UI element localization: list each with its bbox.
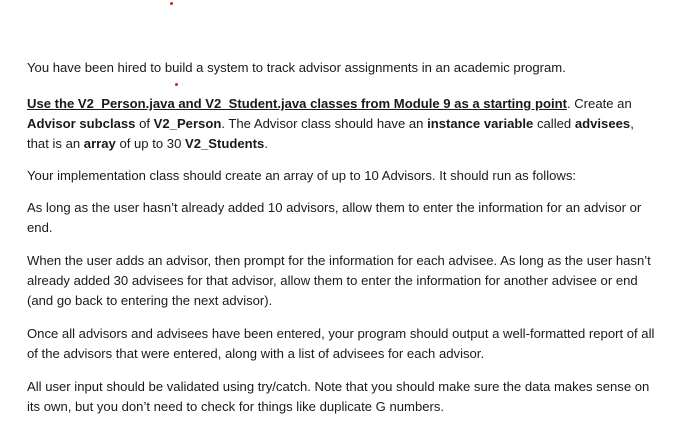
req-bold-advisees: advisees — [574, 116, 631, 131]
req-bold-instance-variable: instance variable — [427, 116, 534, 131]
req-text: of up to 30 — [115, 136, 185, 151]
red-dot-marker — [170, 2, 173, 5]
req-text: . Create an — [566, 96, 632, 111]
req-text: , that is an — [27, 116, 634, 151]
requirements-paragraph — [27, 94, 657, 154]
req-text: called — [533, 116, 575, 131]
req-text: . The Advisor class should have an — [221, 116, 428, 131]
req-text: . — [264, 136, 268, 151]
validation-paragraph: All user input should be validated using try/catch. Note that you should make sure the data makes sense on its own, but you don’t need to check for things like duplicate G numbers. — [27, 379, 650, 414]
assignment-document — [27, 58, 657, 417]
report-paragraph: Once all advisors and advisees have been entered, your program should output a well-formatted report of all of the advisors that were entered, along with a list of advisees for each advisor. — [27, 326, 655, 361]
req-bold-v2-students: V2_Students — [185, 136, 265, 151]
req-bold-v2-person: V2_Person — [153, 116, 222, 131]
intro-paragraph: You have been hired to build a system to track advisor assignments in an academic program. — [27, 60, 566, 75]
req-bold-array: array — [83, 136, 116, 151]
req-bold-advisor-subclass: Advisor subclass — [27, 116, 136, 131]
implementation-paragraph: Your implementation class should create an array of up to 10 Advisors. It should run as follows: — [27, 168, 577, 183]
advisee-loop-paragraph: When the user adds an advisor, then prompt for the information for each advisee. As long as the user hasn’t already added 30 advisees for that advisor, allow them to enter the information for another advisee or end (and go back to entering the next advisor). — [27, 253, 651, 308]
req-text: of — [135, 116, 154, 131]
advisor-loop-paragraph: As long as the user hasn’t already added 10 advisors, allow them to enter the information for an advisor or end. — [27, 200, 642, 235]
starting-point-link[interactable]: Use the V2_Person.java and V2_Student.java classes from Module 9 as a starting point — [27, 96, 567, 111]
